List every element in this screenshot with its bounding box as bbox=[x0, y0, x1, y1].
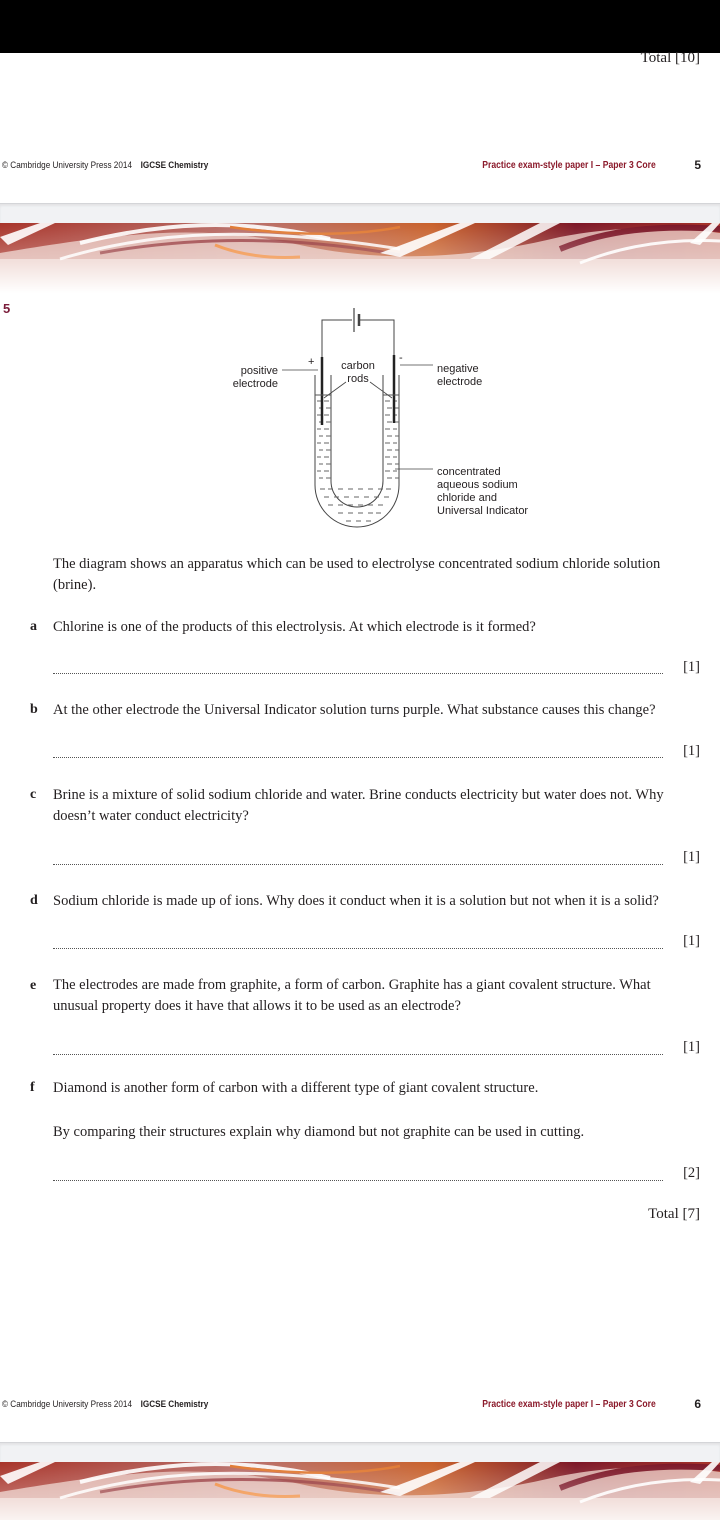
footer-paper-title: Practice exam-style paper I – Paper 3 Core bbox=[482, 1399, 656, 1410]
part-c-answer-line[interactable] bbox=[53, 862, 663, 865]
part-e-marks: [1] bbox=[683, 1039, 700, 1055]
footer-course: IGCSE Chemistry bbox=[140, 1399, 209, 1410]
solution-hatching bbox=[317, 401, 399, 521]
part-e-answer-line[interactable] bbox=[53, 1052, 663, 1055]
footer-page-number: 5 bbox=[694, 158, 701, 172]
negative-electrode-label-1: negative bbox=[437, 363, 479, 375]
page-footer-5 bbox=[0, 157, 720, 177]
part-c-marks: [1] bbox=[683, 849, 700, 865]
part-f-marks: [2] bbox=[683, 1165, 700, 1181]
part-e-letter: e bbox=[30, 978, 37, 993]
part-a-answer-line[interactable] bbox=[53, 671, 663, 674]
solution-label-4: Universal Indicator bbox=[437, 505, 529, 517]
banner-waves-icon bbox=[0, 1462, 720, 1520]
part-a-question: Chlorine is one of the products of this electrolysis. At which electrode is it formed? bbox=[53, 619, 536, 635]
part-f-instruction: By comparing their structures explain why diamond but not graphite can be used in cutting. bbox=[53, 1124, 585, 1140]
circuit-wire-left bbox=[322, 320, 352, 360]
plus-sign: + bbox=[308, 356, 315, 368]
carbon-rods-leader-right bbox=[370, 382, 392, 398]
part-d-letter: d bbox=[30, 893, 38, 908]
part-a-letter: a bbox=[30, 619, 37, 634]
solution-label-3: chloride and bbox=[437, 492, 497, 504]
negative-electrode-label-2: electrode bbox=[437, 376, 483, 388]
part-b-marks: [1] bbox=[683, 743, 700, 759]
decorative-banner bbox=[0, 1462, 720, 1520]
banner-waves-icon bbox=[0, 223, 720, 293]
footer-copyright: © Cambridge University Press 2014 IGCSE Chemistry bbox=[2, 160, 209, 171]
question-total: Total [7] bbox=[648, 1206, 700, 1222]
carbon-rods-label-1: carbon bbox=[341, 360, 375, 372]
part-f-question: Diamond is another form of carbon with a different type of giant covalent structure. bbox=[53, 1080, 539, 1096]
solution-label-1: concentrated bbox=[437, 466, 501, 478]
positive-electrode-label-1: positive bbox=[240, 365, 278, 377]
u-tube-inner bbox=[331, 375, 383, 507]
carbon-rods-leader-left bbox=[324, 382, 346, 398]
part-d-question: Sodium chloride is made up of ions. Why does it conduct when it is a solution but not when it is a solid? bbox=[53, 893, 659, 909]
footer-copyright: © Cambridge University Press 2014 IGCSE Chemistry bbox=[2, 1399, 209, 1410]
footer-course: IGCSE Chemistry bbox=[140, 160, 209, 171]
question-number: 5 bbox=[3, 301, 11, 316]
part-c-question: Brine is a mixture of solid sodium chloride and water. Brine conducts electricity but water does not. Why doesn’t water conduct electricity? bbox=[53, 787, 664, 824]
part-c-letter: c bbox=[30, 787, 37, 802]
decorative-banner bbox=[0, 223, 720, 293]
carbon-rods-label-2: rods bbox=[347, 373, 369, 385]
part-e-question: The electrodes are made from graphite, a form of carbon. Graphite has a giant covalent structure. What unusual property does it have that allows it to be used as an electrode? bbox=[53, 977, 651, 1014]
part-a-marks: [1] bbox=[683, 659, 700, 675]
status-bar bbox=[0, 0, 720, 53]
electrolysis-diagram bbox=[220, 295, 540, 535]
minus-sign: - bbox=[399, 352, 403, 364]
page-separator bbox=[0, 1442, 720, 1462]
part-f-letter: f bbox=[30, 1080, 35, 1095]
part-b-question: At the other electrode the Universal Indicator solution turns purple. What substance causes this change? bbox=[53, 702, 656, 718]
part-b-answer-line[interactable] bbox=[53, 755, 663, 758]
part-b-letter: b bbox=[30, 702, 38, 717]
u-tube-outer bbox=[315, 375, 399, 527]
page-separator bbox=[0, 203, 720, 223]
positive-electrode-label-2: electrode bbox=[232, 378, 278, 390]
solution-label-2: aqueous sodium bbox=[437, 479, 518, 491]
previous-total: Total [10] bbox=[640, 50, 700, 66]
part-d-marks: [1] bbox=[683, 933, 700, 949]
footer-page-number: 6 bbox=[694, 1397, 701, 1411]
page-footer-6 bbox=[0, 1396, 720, 1416]
circuit-wire-right bbox=[360, 320, 394, 357]
part-d-answer-line[interactable] bbox=[53, 946, 663, 949]
question-intro: The diagram shows an apparatus which can be used to electrolyse concentrated sodium chloride solution (brine). bbox=[53, 556, 661, 593]
part-f-answer-line[interactable] bbox=[53, 1178, 663, 1181]
footer-paper-title: Practice exam-style paper I – Paper 3 Core bbox=[482, 160, 656, 171]
